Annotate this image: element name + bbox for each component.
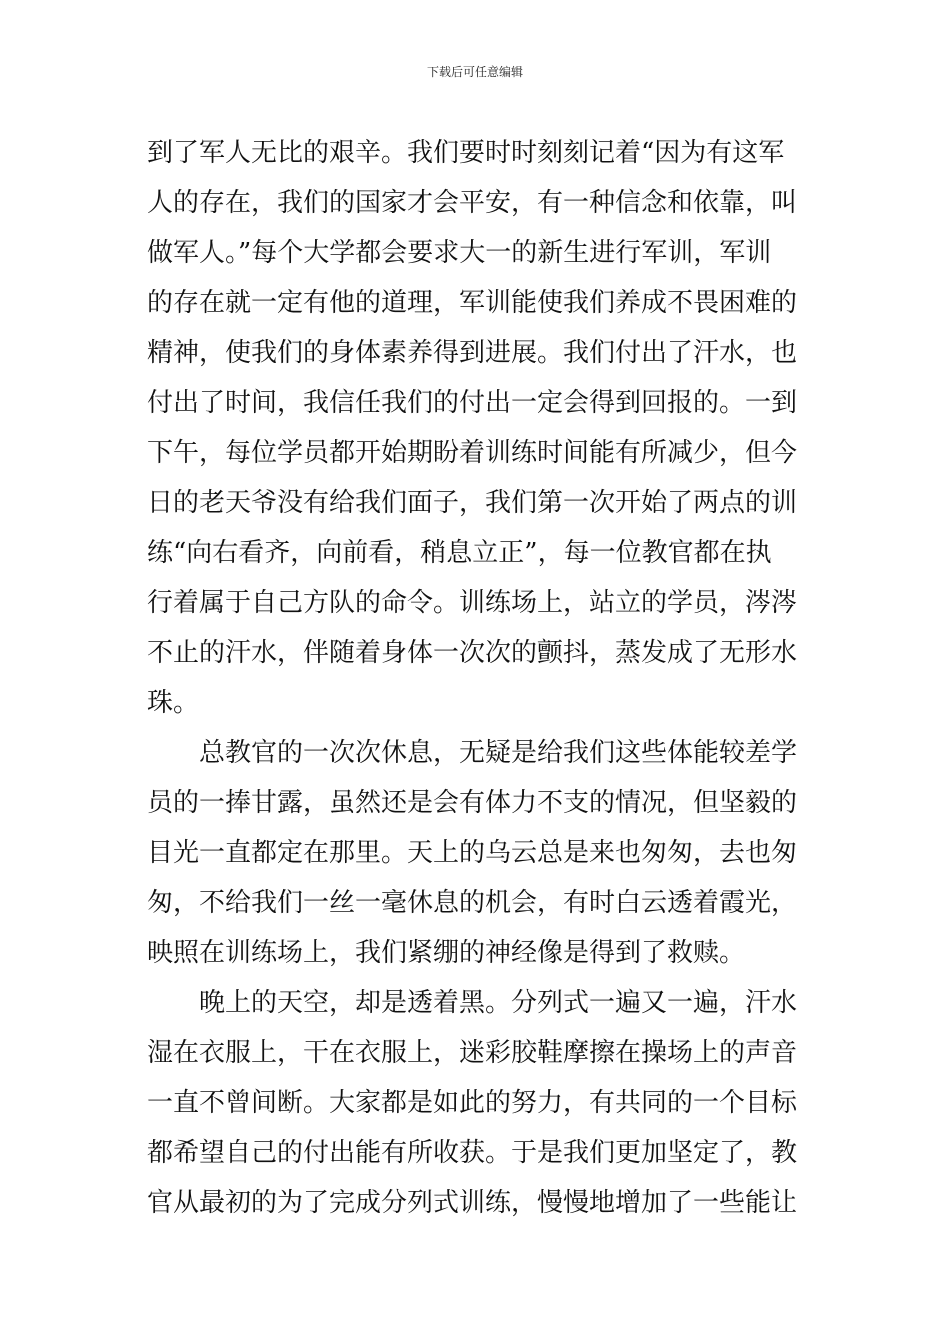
paragraph-start-line: 总教官的一次次休息，无疑是给我们这些体能较差学 [147,738,798,768]
page-header-note: 下载后可任意编辑 [426,65,523,79]
text-line: 练“向右看齐，向前看，稍息立正”，每一位教官都在执 [147,538,772,568]
text-line: 官从最初的为了完成分列式训练，慢慢地增加了一些能让 [147,1188,798,1218]
text-line: 都希望自己的付出能有所收获。于是我们更加坚定了，教 [147,1138,798,1168]
text-line: 的存在就一定有他的道理，军训能使我们养成不畏困难的 [147,288,798,318]
text-line: 付出了时间，我信任我们的付出一定会得到回报的。一到 [147,388,798,418]
text-line: 下午，每位学员都开始期盼着训练时间能有所减少，但今 [147,438,798,468]
text-line: 目光一直都定在那里。天上的乌云总是来也匆匆，去也匆 [147,838,798,868]
text-line: 行着属于自己方队的命令。训练场上，站立的学员，涔涔 [147,588,798,618]
text-line: 珠。 [147,688,200,718]
text-line: 员的一捧甘露，虽然还是会有体力不支的情况，但坚毅的 [147,788,798,818]
document-body [147,128,807,1228]
text-line: 日的老天爷没有给我们面子，我们第一次开始了两点的训 [147,488,798,518]
text-line: 湿在衣服上，干在衣服上，迷彩胶鞋摩擦在操场上的声音 [147,1038,798,1068]
text-line: 到了军人无比的艰辛。我们要时时刻刻记着“因为有这军 [147,138,785,168]
text-line: 人的存在，我们的国家才会平安，有一种信念和依靠，叫 [147,188,798,218]
paragraph-start-line: 晚上的天空，却是透着黑。分列式一遍又一遍，汗水 [147,988,798,1018]
text-line: 匆，不给我们一丝一毫休息的机会，有时白云透着霞光， [147,888,798,918]
text-line: 不止的汗水，伴随着身体一次次的颤抖，蒸发成了无形水 [147,638,798,668]
text-line: 一直不曾间断。大家都是如此的努力，有共同的一个目标 [147,1088,798,1118]
text-line: 做军人。”每个大学都会要求大一的新生进行军训，军训 [147,238,772,268]
text-line: 映照在训练场上，我们紧绷的神经像是得到了救赎。 [147,938,746,968]
text-line: 精神，使我们的身体素养得到进展。我们付出了汗水，也 [147,338,798,368]
